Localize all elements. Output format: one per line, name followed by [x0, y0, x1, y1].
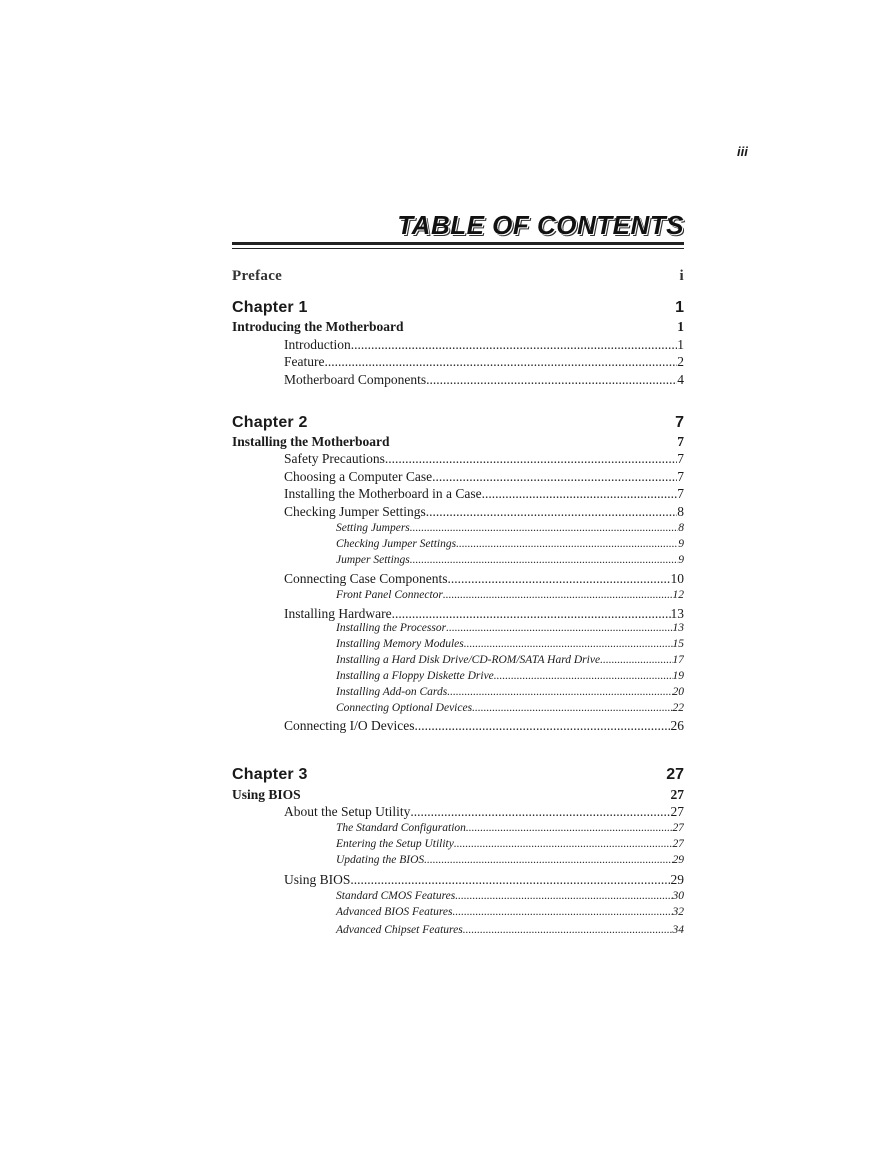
toc-entry-page: 13	[670, 606, 684, 621]
toc-entry-label: Installing a Floppy Diskette Drive	[336, 670, 494, 682]
toc-entry-page: 26	[670, 718, 684, 733]
toc-entry-page: 22	[672, 702, 684, 714]
toc-entry-l2	[232, 686, 684, 698]
toc-entry-page: 9	[678, 554, 684, 566]
toc-entry-chapter	[232, 299, 684, 317]
dot-leader	[472, 702, 672, 714]
toc-entry-page: 27	[672, 838, 684, 850]
toc-entry-label: Front Panel Connector	[336, 589, 443, 601]
toc-entry-l1	[232, 451, 684, 467]
toc-entry-label: Standard CMOS Features	[336, 890, 456, 902]
toc-entry-l1	[232, 504, 684, 520]
toc-entry-l2	[232, 638, 684, 650]
page-title: TABLE OF CONTENTS	[397, 210, 684, 240]
toc-entry-l2	[232, 670, 684, 682]
dot-leader	[385, 451, 677, 467]
dot-leader	[447, 571, 670, 587]
dot-leader	[410, 804, 670, 820]
toc-entry-page: 13	[672, 622, 684, 634]
toc-entry-l1	[232, 372, 684, 388]
toc-entry-l2	[232, 924, 684, 936]
toc-entry-page: 2	[677, 354, 684, 369]
toc-entry-label: The Standard Configuration	[336, 822, 466, 834]
toc-entry-label: Connecting Optional Devices	[336, 702, 473, 714]
toc-entry-page: 9	[678, 538, 684, 550]
toc-entry-label: Installing Add-on Cards	[336, 686, 448, 698]
toc-entry-label: Preface	[232, 268, 283, 284]
toc-entry-label: Feature	[284, 354, 325, 369]
toc-entry-preface	[232, 268, 684, 285]
toc-entry-label: Motherboard Components	[284, 372, 427, 387]
toc-entry-page: 10	[670, 571, 684, 586]
toc-entry-section	[232, 434, 684, 450]
toc-entry-label: Installing Hardware	[284, 606, 392, 621]
dot-leader	[432, 469, 677, 485]
toc-entry-page: 7	[677, 451, 684, 466]
toc-entry-label: Connecting I/O Devices	[284, 718, 415, 733]
dot-leader	[324, 354, 677, 370]
toc-entry-page: 19	[672, 670, 684, 682]
dot-leader	[600, 654, 672, 666]
toc-entry-l2	[232, 854, 684, 866]
toc-entry-label: Introduction	[284, 337, 351, 352]
dot-leader	[482, 486, 678, 502]
toc-entry-label: Installing the Processor	[336, 622, 447, 634]
toc-entry-label: Using BIOS	[232, 787, 301, 802]
toc-entry-label: Introducing the Motherboard	[232, 319, 404, 334]
toc-entry-l2	[232, 522, 684, 534]
toc-entry-page: 1	[677, 319, 684, 334]
toc-entry-section	[232, 319, 684, 335]
toc-entry-l2	[232, 589, 684, 601]
toc-entry-page: 7	[677, 469, 684, 484]
toc-entry-l1	[232, 469, 684, 485]
page-number: iii	[737, 144, 748, 159]
toc-entry-label: Checking Jumper Settings	[284, 504, 426, 519]
toc-entry-label: Setting Jumpers	[336, 522, 410, 534]
toc-entry-chapter	[232, 766, 684, 784]
title-rule-thick	[232, 242, 684, 245]
toc-entry-label: Installing the Motherboard in a Case	[284, 486, 482, 501]
toc-entry-page: 8	[677, 504, 684, 519]
toc-entry-l2	[232, 554, 684, 566]
toc-entry-page: 27	[670, 804, 684, 819]
toc-entry-label: Updating the BIOS	[336, 854, 425, 866]
dot-leader	[426, 372, 677, 388]
toc-entry-label: Checking Jumper Settings	[336, 538, 457, 550]
toc-entry-l2	[232, 890, 684, 902]
toc-entry-page: 29	[672, 854, 684, 866]
toc-entry-label: Chapter 3	[232, 766, 308, 783]
toc-entry-l2	[232, 906, 684, 918]
toc-entry-label: Safety Precautions	[284, 451, 385, 466]
toc-entry-l1	[232, 718, 684, 734]
toc-entry-chapter	[232, 414, 684, 432]
toc-entry-label: Jumper Settings	[336, 554, 410, 566]
toc-entry-label: About the Setup Utility	[284, 804, 411, 819]
toc-entry-page: 27	[670, 787, 684, 802]
dot-leader	[456, 538, 678, 550]
toc-entry-page: 27	[672, 822, 684, 834]
toc-entry-label: Installing the Motherboard	[232, 434, 390, 449]
dot-leader	[350, 872, 670, 888]
toc-entry-page: 12	[672, 589, 684, 601]
toc-entry-label: Using BIOS	[284, 872, 351, 887]
dot-leader	[351, 337, 678, 353]
toc-entry-page: 29	[670, 872, 684, 887]
toc-entry-l1	[232, 872, 684, 888]
toc-entry-label: Connecting Case Components	[284, 571, 448, 586]
dot-leader	[446, 622, 672, 634]
toc-entry-l2	[232, 838, 684, 850]
dot-leader	[466, 822, 673, 834]
toc-entry-label: Installing Memory Modules	[336, 638, 464, 650]
toc-entry-page: 27	[666, 766, 684, 783]
toc-entry-page: 8	[678, 522, 684, 534]
toc-entry-l1	[232, 337, 684, 353]
toc-entry-l2	[232, 654, 684, 666]
toc-entry-label: Advanced Chipset Features	[336, 924, 463, 936]
toc-entry-page: 34	[672, 924, 684, 936]
dot-leader	[414, 718, 670, 734]
toc-entry-page: i	[679, 268, 684, 284]
toc-entry-l1	[232, 804, 684, 820]
dot-leader	[424, 854, 672, 866]
toc-entry-l2	[232, 538, 684, 550]
toc-entry-l1	[232, 354, 684, 370]
dot-leader	[410, 522, 678, 534]
toc-entry-l1	[232, 606, 684, 622]
toc-entry-page: 32	[672, 906, 684, 918]
toc-entry-l1	[232, 571, 684, 587]
toc-entry-l2	[232, 702, 684, 714]
toc-entry-page: 7	[677, 486, 684, 501]
dot-leader	[392, 606, 671, 622]
toc-entry-page: 20	[672, 686, 684, 698]
toc-entry-label: Installing a Hard Disk Drive/CD-ROM/SATA Hard Drive	[336, 654, 601, 666]
toc-entry-l2	[232, 622, 684, 634]
toc-entry-l2	[232, 822, 684, 834]
toc-entry-page: 1	[675, 299, 684, 316]
dot-leader	[447, 686, 672, 698]
toc-entry-section	[232, 787, 684, 803]
toc-entry-page: 30	[672, 890, 684, 902]
dot-leader	[443, 589, 673, 601]
dot-leader	[454, 838, 673, 850]
toc-entry-page: 17	[672, 654, 684, 666]
toc-entry-l1	[232, 486, 684, 502]
toc-entry-label: Choosing a Computer Case	[284, 469, 433, 484]
dot-leader	[494, 670, 673, 682]
toc-entry-page: 7	[677, 434, 684, 449]
toc-entry-label: Entering the Setup Utility	[336, 838, 454, 850]
title-rule-thin	[232, 248, 684, 249]
dot-leader	[463, 924, 673, 936]
toc-entry-label: Chapter 1	[232, 299, 308, 316]
dot-leader	[426, 504, 678, 520]
dot-leader	[452, 906, 672, 918]
toc-entry-page: 1	[677, 337, 684, 352]
toc-entry-page: 15	[672, 638, 684, 650]
toc-entry-label: Advanced BIOS Features	[336, 906, 453, 918]
toc-entry-page: 4	[677, 372, 684, 387]
dot-leader	[455, 890, 672, 902]
toc-entry-label: Chapter 2	[232, 414, 308, 431]
dot-leader	[410, 554, 678, 566]
dot-leader	[464, 638, 673, 650]
toc-entry-page: 7	[675, 414, 684, 431]
